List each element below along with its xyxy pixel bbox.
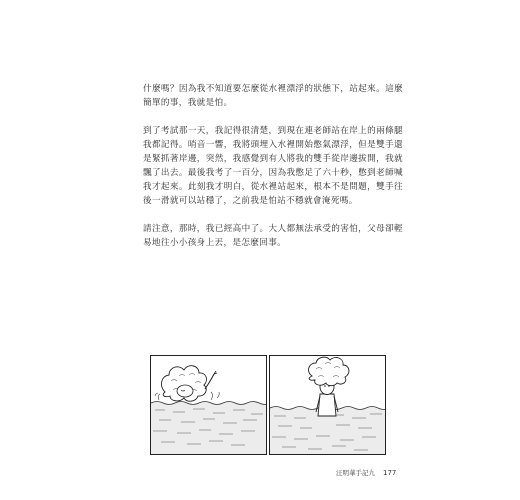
drowning-girl-illustration [151, 356, 266, 454]
body-text [143, 82, 403, 264]
standing-girl-illustration [270, 356, 385, 454]
running-head: 汪明華手記九 [336, 469, 375, 477]
page-footer [336, 468, 396, 477]
paragraph-1: 什麼嗎？因為我不知道要怎麼從水裡漂浮的狀態下，站起來。這麼簡單的事，我就是怕。 [143, 84, 403, 108]
paragraph-3: 請注意，那時，我已經高中了。大人都無法承受的害怕，父母卻輕易地往小小孩身上丟，是怎麼回事。 [143, 224, 403, 248]
comic-panel-splashing [150, 355, 267, 455]
page-number: 177 [383, 469, 397, 477]
paragraph-2: 到了考試那一天，我記得很清楚，到現在連老師站在岸上的兩條腿我都記得。哨音一響，我將頭埋入水裡開始憋氣漂浮，但是雙手還是緊抓著岸邊，突然，我感覺到有人將我的雙手從岸邊拔開，我就飄了出去。最後我考了一百分，因為我憋足了六十秒，憋到老師喊我才起來。此刻我才明白，從水裡站起來，根本不是問題，雙手往後一滑就可以站穩了，之前我是怕站不穩就會淹死嗎。 [143, 126, 403, 206]
comic-panel-standing [269, 355, 386, 455]
